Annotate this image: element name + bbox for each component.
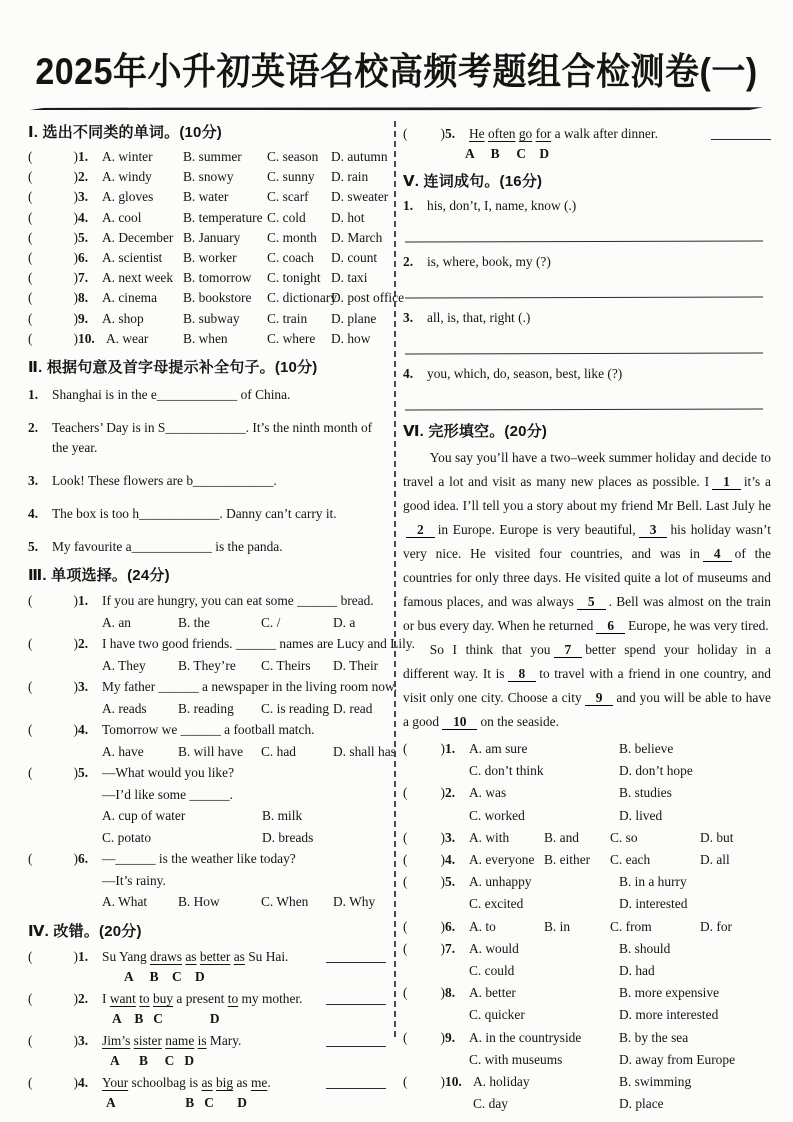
option-d: D. March bbox=[331, 229, 383, 245]
answer-brackets: ( ) bbox=[28, 990, 78, 1006]
error-sentence: Jim’s sister name is Mary. bbox=[102, 1032, 242, 1048]
s3-question-5 bbox=[28, 762, 386, 784]
option-d: D. more interested bbox=[619, 1007, 719, 1023]
s3-question-2 bbox=[28, 633, 415, 655]
option-c: C. When bbox=[261, 894, 309, 910]
option-a: A. cup of water bbox=[102, 808, 186, 824]
s3-question-3 bbox=[28, 676, 398, 698]
question-number: 1. bbox=[403, 198, 414, 213]
option-d: D. all bbox=[700, 852, 730, 868]
answer-blank bbox=[711, 139, 771, 140]
option-b: B. by the sea bbox=[619, 1029, 689, 1045]
question-line-1: —______ is the weather like today? bbox=[102, 851, 296, 867]
option-a: A. cinema bbox=[102, 290, 158, 306]
fill-in-sentence: Shanghai is in the e____________ of China. bbox=[52, 387, 291, 403]
option-a: A. have bbox=[102, 743, 144, 759]
answer-brackets: ( ) bbox=[403, 785, 445, 801]
s3-question-4 bbox=[28, 719, 386, 741]
s4-question-1 bbox=[28, 946, 386, 967]
option-c: C. train bbox=[267, 310, 308, 326]
s2-item-3 bbox=[28, 471, 386, 491]
title-rule bbox=[30, 106, 763, 112]
question-number: 2. bbox=[78, 636, 89, 652]
answer-brackets: ( ) bbox=[403, 126, 445, 141]
answer-brackets: ( ) bbox=[403, 1074, 445, 1090]
option-a: A. would bbox=[469, 940, 519, 956]
option-d: D. a bbox=[333, 614, 356, 630]
question-text: My father ______ a newspaper in the living room now. bbox=[102, 679, 398, 695]
error-sentence: He often go for a walk after dinner. bbox=[469, 126, 658, 141]
option-a: A. windy bbox=[102, 169, 152, 185]
question-number: 2. bbox=[78, 990, 89, 1006]
option-c: C. coach bbox=[267, 250, 314, 266]
option-c: C. Theirs bbox=[261, 657, 311, 673]
question-number: 6. bbox=[78, 250, 89, 266]
question-number: 6. bbox=[78, 851, 89, 867]
option-c: C. / bbox=[261, 614, 281, 630]
option-c: C. had bbox=[261, 743, 296, 759]
option-c: C. sunny bbox=[267, 169, 315, 185]
answer-line bbox=[405, 409, 763, 411]
answer-brackets: ( ) bbox=[28, 149, 78, 164]
cloze-blank-7: 7 bbox=[554, 642, 583, 658]
option-d: D. how bbox=[331, 330, 371, 346]
option-a: A. December bbox=[102, 229, 174, 245]
answer-brackets: ( ) bbox=[403, 829, 445, 845]
error-sentence: I want to buy a present to my mother. bbox=[102, 990, 303, 1006]
option-b: B. more expensive bbox=[619, 985, 720, 1001]
question-number: 4. bbox=[78, 722, 89, 738]
s6-q5-options-ab bbox=[403, 871, 771, 893]
s4-question-3 bbox=[28, 1030, 386, 1051]
option-d: D. had bbox=[619, 963, 655, 979]
column-divider bbox=[394, 121, 396, 1037]
answer-brackets: ( ) bbox=[28, 593, 78, 609]
question-text: Tomorrow we ______ a football match. bbox=[102, 722, 315, 738]
question-number: 8. bbox=[78, 290, 89, 306]
word-list: his, don’t, I, name, know (.) bbox=[427, 198, 577, 213]
question-line-1: —What would you like? bbox=[102, 765, 235, 781]
s3-q3-options bbox=[102, 698, 386, 720]
s1-row-7 bbox=[28, 268, 386, 288]
question-number: 3. bbox=[78, 189, 89, 205]
answer-brackets: ( ) bbox=[28, 679, 78, 695]
s6-q6-options bbox=[403, 916, 771, 938]
question-number: 2. bbox=[403, 254, 414, 269]
option-d: D. taxi bbox=[331, 270, 368, 286]
question-number: 5. bbox=[445, 874, 456, 890]
cloze-blank-4: 4 bbox=[703, 546, 732, 562]
cloze-blank-2: 2 bbox=[406, 522, 435, 538]
option-d: D. place bbox=[619, 1096, 664, 1112]
option-c: C. don’t think bbox=[469, 763, 544, 779]
answer-blank bbox=[326, 962, 386, 963]
s3-question-1 bbox=[28, 590, 386, 612]
s6-q5-options-cd bbox=[469, 893, 771, 915]
answer-brackets: ( ) bbox=[28, 765, 78, 781]
option-a: A. holiday bbox=[473, 1074, 530, 1090]
option-c: C. quicker bbox=[469, 1007, 525, 1023]
answer-brackets: ( ) bbox=[28, 290, 78, 306]
cloze-blank-10: 10 bbox=[442, 714, 477, 730]
question-number: 2. bbox=[78, 169, 89, 185]
word-list: you, which, do, season, best, like (?) bbox=[427, 366, 623, 381]
question-number: 3. bbox=[403, 310, 414, 325]
s6-q1-options-cd bbox=[469, 760, 771, 782]
option-a: A. They bbox=[102, 657, 146, 673]
question-line-2: —I’d like some ______. bbox=[102, 786, 233, 802]
question-number: 8. bbox=[445, 985, 456, 1001]
s1-row-9 bbox=[28, 309, 386, 329]
answer-brackets: ( ) bbox=[28, 722, 78, 738]
option-c: C. tonight bbox=[267, 270, 321, 286]
option-a: A. to bbox=[469, 918, 496, 934]
error-sentence: Your schoolbag is as big as me. bbox=[102, 1074, 271, 1090]
question-number: 7. bbox=[78, 270, 89, 286]
option-d: D. read bbox=[333, 700, 373, 716]
left-column bbox=[28, 117, 415, 1115]
option-b: B. will have bbox=[178, 743, 244, 759]
option-a: A. am sure bbox=[469, 741, 528, 756]
option-a: A. cool bbox=[102, 209, 142, 225]
option-c: C. excited bbox=[469, 896, 524, 912]
question-number: 5. bbox=[78, 765, 89, 781]
word-list: is, where, book, my (?) bbox=[427, 254, 551, 269]
option-a: A. an bbox=[102, 614, 132, 630]
question-number: 4. bbox=[445, 852, 456, 868]
answer-line bbox=[405, 353, 763, 355]
option-c: C. dictionary bbox=[267, 290, 337, 306]
page-title: 2025年小升初英语名校高频考题组合检测卷(一) bbox=[35, 51, 758, 93]
s6-q8-options-ab bbox=[403, 982, 771, 1004]
question-line-2: —It’s rainy. bbox=[102, 872, 166, 888]
question-number: 3. bbox=[78, 679, 89, 695]
answer-brackets: ( ) bbox=[403, 874, 445, 890]
answer-brackets: ( ) bbox=[403, 1029, 445, 1045]
answer-brackets: ( ) bbox=[403, 918, 445, 934]
question-number: 4. bbox=[78, 209, 89, 225]
option-d: D. lived bbox=[619, 807, 663, 823]
option-b: B. January bbox=[183, 229, 241, 245]
option-a: A. with bbox=[469, 829, 510, 845]
option-b: B. They’re bbox=[178, 657, 236, 673]
section-1-heading: Ⅰ. 选出不同类的单词。(10分) bbox=[28, 124, 222, 141]
s1-row-4 bbox=[28, 208, 386, 228]
question-number: 5. bbox=[445, 126, 456, 141]
s3-question-6 bbox=[28, 848, 386, 870]
option-a: A. winter bbox=[102, 149, 153, 164]
answer-brackets: ( ) bbox=[28, 1032, 78, 1048]
option-b: B. tomorrow bbox=[183, 270, 252, 286]
section-6-heading: Ⅵ. 完形填空。(20分) bbox=[403, 423, 548, 440]
option-d: D. post office bbox=[331, 290, 405, 306]
answer-brackets: ( ) bbox=[28, 270, 78, 286]
cloze-blank-8: 8 bbox=[508, 666, 537, 682]
s3-q1-options bbox=[102, 612, 386, 634]
s6-q4-options bbox=[403, 849, 771, 871]
answer-brackets: ( ) bbox=[28, 209, 78, 225]
choice-letters: A B C D bbox=[112, 1010, 220, 1026]
s2-item-1 bbox=[28, 385, 386, 405]
cloze-blank-6: 6 bbox=[596, 618, 625, 634]
s6-q2-options-ab bbox=[403, 782, 771, 804]
option-d: D. hot bbox=[331, 209, 365, 225]
answer-brackets: ( ) bbox=[28, 330, 78, 346]
s3-q5-options-ab bbox=[102, 805, 386, 827]
question-number: 2. bbox=[28, 420, 39, 436]
option-c: C. scarf bbox=[267, 189, 309, 205]
cloze-paragraph-2: So I think that you 7 better spend your holiday in a different way. It is 8 to travel with a friend in one country, and visit only one city. Choose a city 9 and you will be able to have a good 10 on the seaside. bbox=[403, 642, 772, 729]
s2-item-5 bbox=[28, 537, 386, 557]
option-c: C. is reading bbox=[261, 700, 330, 716]
right-column bbox=[403, 117, 771, 1115]
question-number: 5. bbox=[78, 229, 89, 245]
option-c: C. so bbox=[610, 829, 638, 845]
option-a: A. everyone bbox=[469, 852, 535, 868]
question-number: 1. bbox=[78, 593, 89, 609]
option-a: A. gloves bbox=[102, 189, 154, 205]
option-d: D. count bbox=[331, 250, 378, 266]
option-d: D. interested bbox=[619, 896, 688, 912]
option-d: D. but bbox=[700, 829, 734, 845]
option-c: C. day bbox=[473, 1096, 508, 1112]
option-d: D. shall has bbox=[333, 743, 396, 759]
s6-q1-options-ab bbox=[403, 738, 771, 760]
choice-letters: A B C D bbox=[110, 1052, 195, 1068]
question-number: 1. bbox=[445, 741, 456, 756]
option-b: B. temperature bbox=[183, 209, 263, 225]
s6-q3-options bbox=[403, 827, 771, 849]
answer-brackets: ( ) bbox=[28, 636, 78, 652]
question-number: 9. bbox=[445, 1029, 456, 1045]
option-a: A. in the countryside bbox=[469, 1029, 582, 1045]
s4-question-2 bbox=[28, 988, 386, 1009]
option-b: B. How bbox=[178, 894, 220, 910]
s4-question-5 bbox=[403, 123, 771, 144]
choice-letters: A B C D bbox=[106, 1094, 247, 1110]
option-b: B. subway bbox=[183, 310, 240, 326]
choice-letters: A B C D bbox=[124, 968, 205, 984]
option-b: B. either bbox=[544, 852, 591, 868]
option-b: B. swimming bbox=[619, 1074, 692, 1090]
question-number: 9. bbox=[78, 310, 89, 326]
s1-row-10 bbox=[28, 329, 386, 349]
answer-blank bbox=[326, 1046, 386, 1047]
question-number: 2. bbox=[445, 785, 456, 801]
cloze-blank-1: 1 bbox=[712, 474, 741, 490]
s5-item-1 bbox=[403, 196, 771, 216]
error-sentence: Su Yang draws as better as Su Hai. bbox=[102, 948, 289, 964]
option-a: A. wear bbox=[106, 330, 149, 346]
option-b: B. in a hurry bbox=[619, 874, 687, 890]
fill-in-sentence: My favourite a____________ is the panda. bbox=[52, 539, 283, 555]
question-number: 4. bbox=[403, 366, 414, 381]
option-a: A. was bbox=[469, 785, 507, 801]
option-d: D. Why bbox=[333, 894, 376, 910]
option-a: A. next week bbox=[102, 270, 174, 286]
option-b: B. the bbox=[178, 614, 210, 630]
option-b: B. summer bbox=[183, 149, 242, 164]
question-number: 3. bbox=[445, 829, 456, 845]
option-b: B. snowy bbox=[183, 169, 234, 185]
option-a: A. reads bbox=[102, 700, 147, 716]
option-b: B. in bbox=[544, 918, 571, 934]
answer-brackets: ( ) bbox=[403, 940, 445, 956]
option-a: A. better bbox=[469, 985, 516, 1001]
question-number: 5. bbox=[28, 539, 39, 555]
option-c: C. worked bbox=[469, 807, 525, 823]
s5-item-4 bbox=[403, 364, 771, 384]
option-d: D. sweater bbox=[331, 189, 389, 205]
s2-item-2 bbox=[28, 418, 386, 458]
s4-question-4 bbox=[28, 1072, 386, 1093]
option-c: C. each bbox=[610, 852, 651, 868]
option-b: B. studies bbox=[619, 785, 672, 801]
cloze-blank-3: 3 bbox=[639, 522, 668, 538]
option-c: C. month bbox=[267, 229, 317, 245]
s1-row-2 bbox=[28, 167, 386, 187]
option-b: B. when bbox=[183, 330, 228, 346]
s3-q6-options bbox=[102, 891, 386, 913]
fill-in-sentence: The box is too h____________. Danny can’t carry it. bbox=[52, 506, 337, 522]
option-c: C. with museums bbox=[469, 1051, 563, 1067]
option-b: B. water bbox=[183, 189, 229, 205]
s3-q5-options-cd bbox=[102, 827, 386, 849]
cloze-paragraph-1: You say you’ll have a two–week summer holiday and decide to travel a lot and visit as many new places as possible. I 1 it’s a good idea. I’ll tell you a story about my friend Mr Bell. Last July he2 in Europe. Europe is very beautiful, 3 his holiday wasn’t very nice. He visited four countries, and was in 4 of the countries for only three days. He visited quite a lot of museums and famous places, and was always 5 . Bell was almost on the train or bus every day. When he returned 6 Europe, he was very tired. bbox=[403, 450, 772, 633]
option-b: B. and bbox=[544, 829, 579, 845]
answer-brackets: ( ) bbox=[28, 250, 78, 266]
s6-q7-options-cd bbox=[469, 960, 771, 982]
option-a: A. What bbox=[102, 894, 148, 910]
option-a: A. scientist bbox=[102, 250, 163, 266]
option-c: C. season bbox=[267, 149, 319, 164]
question-text: I have two good friends. ______ names are Lucy and Lily. bbox=[102, 636, 415, 652]
section-4-heading: Ⅳ. 改错。(20分) bbox=[28, 922, 142, 940]
question-number: 3. bbox=[28, 473, 39, 489]
option-c: C. could bbox=[469, 963, 515, 979]
question-number: 6. bbox=[445, 918, 456, 934]
option-b: B. reading bbox=[178, 700, 234, 716]
answer-brackets: ( ) bbox=[403, 852, 445, 868]
question-number: 10. bbox=[78, 330, 95, 346]
answer-blank bbox=[326, 1088, 386, 1089]
s6-q2-options-cd bbox=[469, 805, 771, 827]
answer-line bbox=[405, 297, 763, 299]
option-d: D. plane bbox=[331, 310, 377, 326]
question-number: 1. bbox=[28, 387, 39, 403]
answer-brackets: ( ) bbox=[28, 189, 78, 205]
answer-brackets: ( ) bbox=[28, 948, 78, 964]
section-5-heading: Ⅴ. 连词成句。(16分) bbox=[403, 173, 543, 190]
option-c: C. cold bbox=[267, 209, 306, 225]
question-number: 1. bbox=[78, 948, 89, 964]
fill-in-sentence: Look! These flowers are b____________. bbox=[52, 473, 277, 489]
s6-q9-options-cd bbox=[469, 1049, 771, 1071]
answer-brackets: ( ) bbox=[403, 985, 445, 1001]
s1-row-3 bbox=[28, 187, 389, 207]
option-a: A. unhappy bbox=[469, 874, 532, 890]
s6-q10-options-cd bbox=[473, 1093, 771, 1115]
answer-brackets: ( ) bbox=[28, 169, 78, 185]
option-d: D. autumn bbox=[331, 149, 388, 164]
option-b: B. should bbox=[619, 940, 671, 956]
option-b: B. bookstore bbox=[183, 290, 252, 306]
option-b: B. believe bbox=[619, 741, 674, 756]
s6-q9-options-ab bbox=[403, 1027, 771, 1049]
s5-item-3 bbox=[403, 308, 771, 328]
s1-row-8 bbox=[28, 288, 405, 308]
question-number: 4. bbox=[78, 1074, 89, 1090]
s6-q10-options-ab bbox=[403, 1071, 771, 1093]
s1-row-1 bbox=[28, 147, 386, 167]
two-column-layout bbox=[0, 117, 793, 1115]
answer-line bbox=[405, 241, 763, 243]
option-b: B. worker bbox=[183, 250, 237, 266]
option-a: A. shop bbox=[102, 310, 144, 326]
answer-brackets: ( ) bbox=[28, 229, 78, 245]
s3-q4-options bbox=[102, 741, 396, 763]
question-number: 4. bbox=[28, 506, 39, 522]
option-d: D. away from Europe bbox=[619, 1051, 736, 1067]
s2-item-4 bbox=[28, 504, 386, 524]
choice-letters: A B C D bbox=[465, 146, 550, 161]
option-d: D. don’t hope bbox=[619, 763, 693, 779]
answer-brackets: ( ) bbox=[28, 1074, 78, 1090]
s6-q8-options-cd bbox=[469, 1004, 771, 1026]
answer-brackets: ( ) bbox=[28, 310, 78, 326]
s1-row-5 bbox=[28, 228, 386, 248]
option-d: D. for bbox=[700, 918, 732, 934]
s3-q2-options bbox=[102, 655, 386, 677]
option-d: D. Their bbox=[333, 657, 379, 673]
section-3-heading: Ⅲ. 单项选择。(24分) bbox=[28, 567, 170, 585]
option-c: C. where bbox=[267, 330, 316, 346]
s5-item-2 bbox=[403, 252, 771, 272]
question-number: 3. bbox=[78, 1032, 89, 1048]
answer-brackets: ( ) bbox=[403, 741, 445, 756]
word-list: all, is, that, right (.) bbox=[427, 310, 531, 325]
option-d: D. breads bbox=[262, 829, 314, 845]
cloze-blank-9: 9 bbox=[585, 690, 614, 706]
option-d: D. rain bbox=[331, 169, 369, 185]
option-c: C. potato bbox=[102, 829, 152, 845]
fill-in-sentence: Teachers’ Day is in S____________. It’s the ninth month of the year. bbox=[52, 420, 373, 456]
s1-row-6 bbox=[28, 248, 386, 268]
option-c: C. from bbox=[610, 918, 652, 934]
question-number: 1. bbox=[78, 149, 89, 164]
question-number: 7. bbox=[445, 940, 456, 956]
answer-brackets: ( ) bbox=[28, 851, 78, 867]
cloze-blank-5: 5 bbox=[577, 594, 606, 610]
answer-blank bbox=[326, 1004, 386, 1005]
question-number: 10. bbox=[445, 1074, 462, 1090]
section-2-heading: Ⅱ. 根据句意及首字母提示补全句子。(10分) bbox=[28, 359, 318, 377]
question-text: If you are hungry, you can eat some ______ bread. bbox=[102, 593, 374, 609]
option-b: B. milk bbox=[262, 808, 303, 824]
s6-q7-options-ab bbox=[403, 938, 771, 960]
